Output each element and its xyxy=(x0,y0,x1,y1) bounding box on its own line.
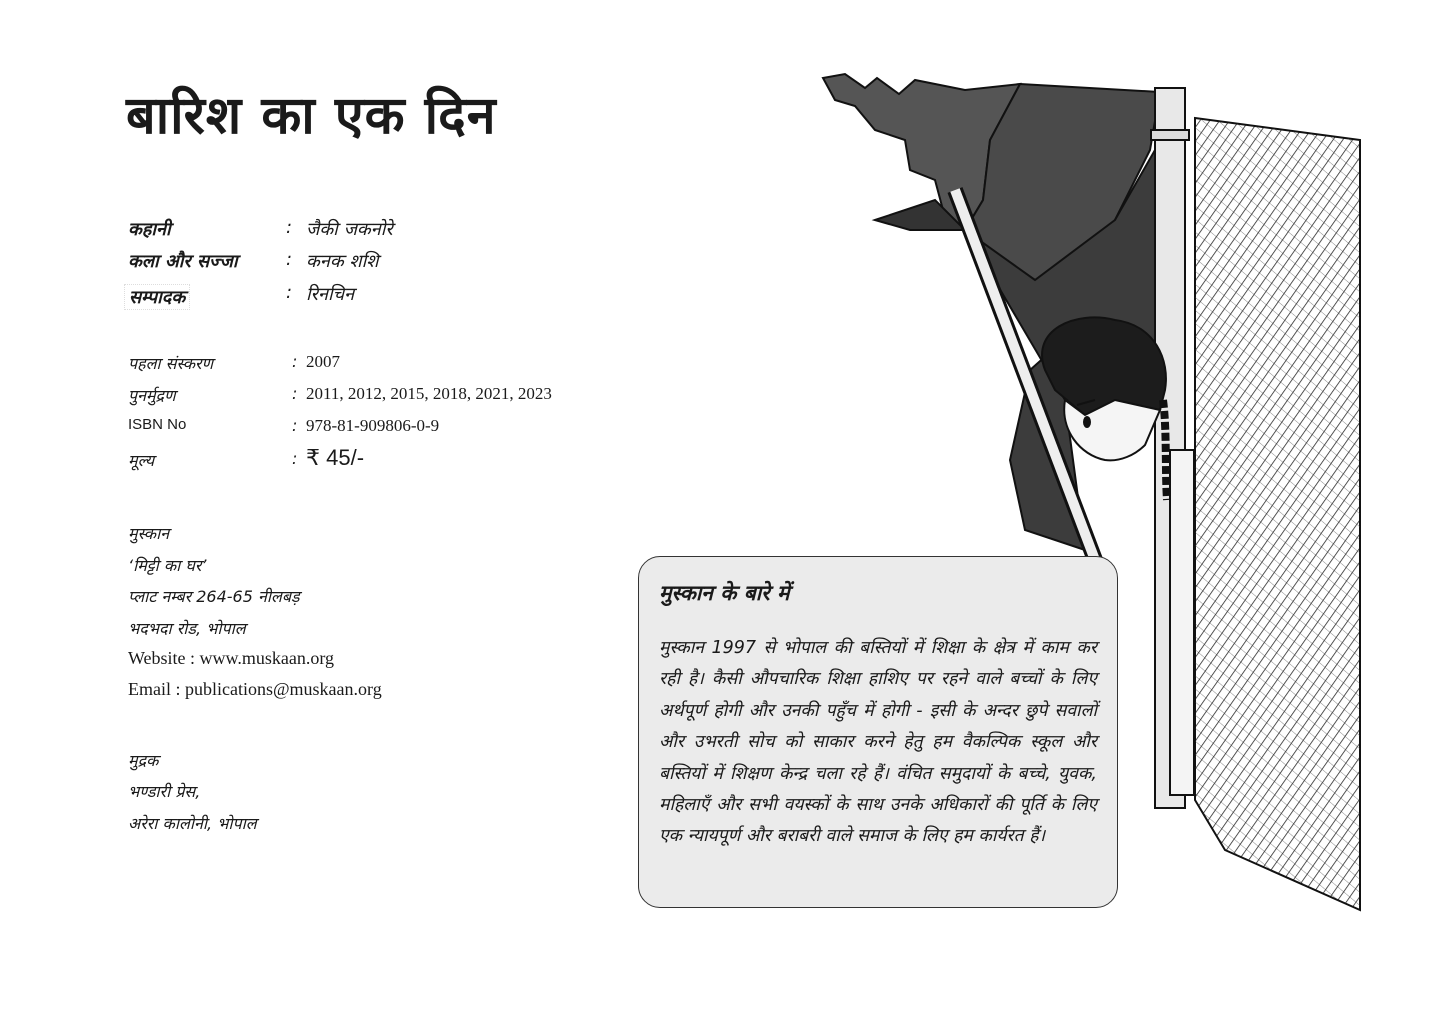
credit-editor xyxy=(128,282,688,312)
separator: : xyxy=(286,282,293,303)
separator: : xyxy=(292,416,298,435)
separator: : xyxy=(286,249,293,270)
isbn xyxy=(128,416,688,446)
reprints-label: पुनर्मुद्रण xyxy=(128,386,176,405)
printer-label: मुद्रक xyxy=(128,751,159,770)
isbn-label: ISBN No xyxy=(128,416,187,433)
credit-story xyxy=(128,217,688,247)
credit-editor-value: रिनचिन xyxy=(306,284,355,305)
first-edition-value: 2007 xyxy=(306,352,340,371)
price-value: ₹ 45/- xyxy=(306,445,365,470)
separator: : xyxy=(292,352,298,371)
credit-story-label: कहानी xyxy=(128,219,171,240)
about-muskaan-box xyxy=(638,556,1118,908)
credit-story-value: जैकी जकनोरे xyxy=(306,219,393,240)
credit-art-value: कनक शशि xyxy=(306,251,379,272)
about-body: मुस्कान 1997 से भोपाल की बस्तियों में शिक्षा के क्षेत्र में काम कर रही है। कैसी औपचारिक शिक्षा हाशिए पर रहने वाले बच्चों के लिए अर्थपूर्ण होगी और उनकी पहुँच में होगी - इसी के अन्दर छुपे सवालों और उभरती सोच को साकार करने हेतु हम वैकल्पिक स्कूल और बस्तियों में शिक्षण केन्द्र चला रहे हैं। वंचित समुदायों के बच्चे, युवक, महिलाएँ और सभी वयस्कों के साथ उनके अधिकारों की पूर्ति के लिए एक न्यायपूर्ण और बराबरी वाले समाज के लिए हम कार्यरत हैं। xyxy=(659,638,1097,847)
publisher-email: Email : publications@muskaan.org xyxy=(128,679,382,699)
about-heading: मुस्कान के बारे में xyxy=(659,581,790,605)
publisher-website: Website : www.muskaan.org xyxy=(128,648,335,668)
reprints-value: 2011, 2012, 2015, 2018, 2021, 2023 xyxy=(306,384,552,403)
printer-address: अरेरा कालोनी, भोपाल xyxy=(128,814,257,833)
price xyxy=(128,445,688,479)
first-edition-label: पहला संस्करण xyxy=(128,354,214,373)
publisher-building: ‘मिट्टी का घर’ xyxy=(128,556,207,575)
credit-editor-label: सम्पादक xyxy=(124,284,190,310)
separator: : xyxy=(286,217,293,238)
book-title: बारिश का एक दिन xyxy=(126,86,497,146)
credit-art xyxy=(128,249,688,279)
reprints xyxy=(128,384,688,414)
isbn-value: 978-81-909806-0-9 xyxy=(306,416,440,435)
publisher-name: मुस्कान xyxy=(128,524,170,543)
credit-art-label: कला और सज्जा xyxy=(128,251,238,272)
printer-name: भण्डारी प्रेस, xyxy=(128,782,201,801)
publisher-road: भदभदा रोड, भोपाल xyxy=(128,619,246,638)
first-edition xyxy=(128,352,688,382)
separator: : xyxy=(292,384,298,403)
separator: : xyxy=(292,449,298,468)
price-label: मूल्य xyxy=(128,451,155,470)
publisher-plot: प्लाट नम्बर 264-65 नीलबड़ xyxy=(128,587,300,606)
